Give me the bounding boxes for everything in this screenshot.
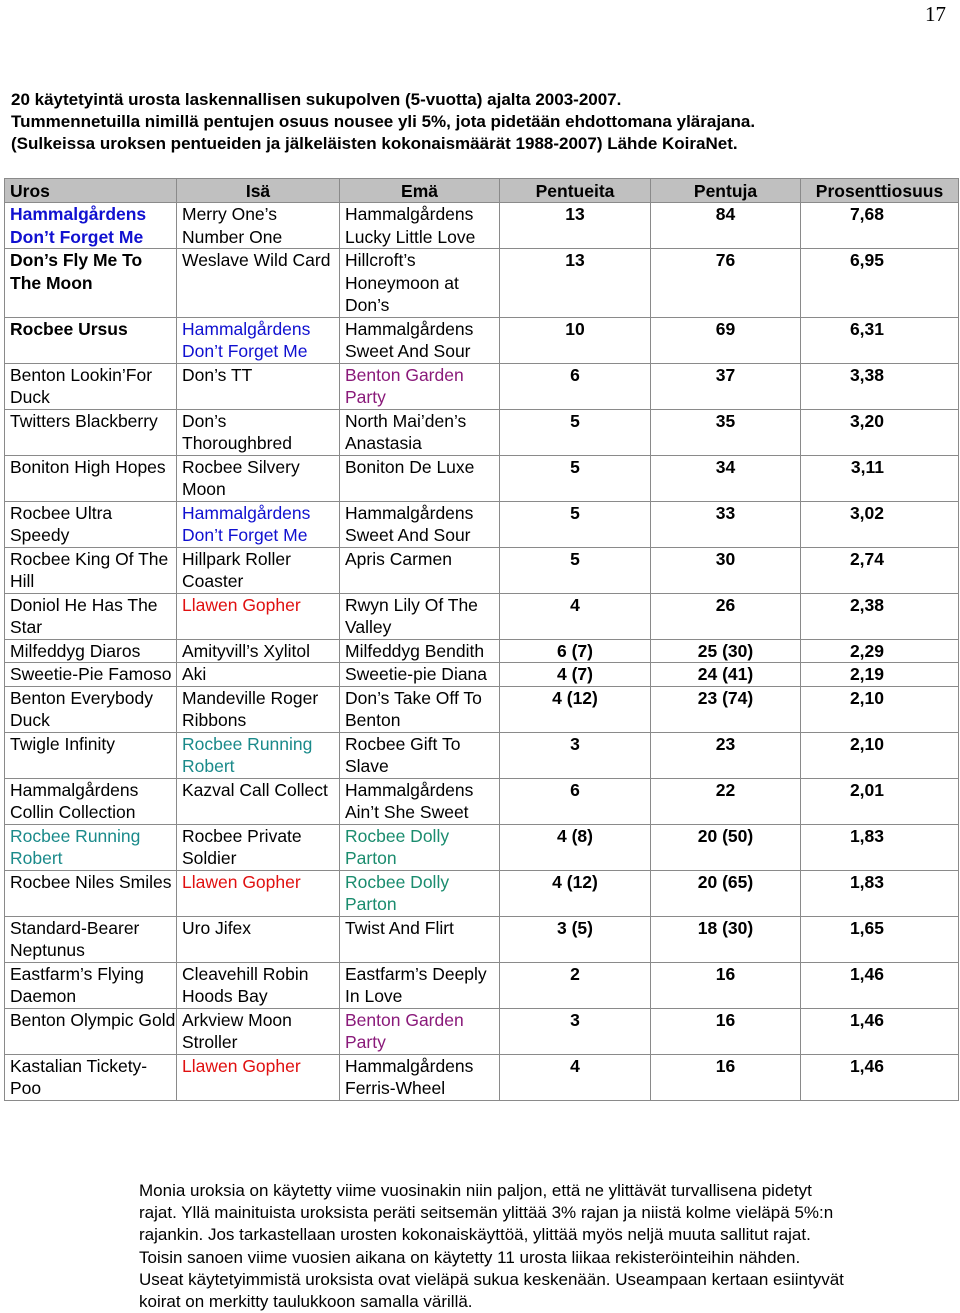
header-pentueita: Pentueita [500, 179, 651, 203]
cell-isa: Rocbee Private Soldier [177, 824, 340, 870]
cell-prosentti: 6,31 [801, 317, 959, 363]
cell-pentueita: 3 [500, 732, 651, 778]
cell-pentueita: 4 (12) [500, 870, 651, 916]
cell-uros: Milfeddyg Diaros [5, 639, 177, 663]
cell-isa: Rocbee Running Robert [177, 732, 340, 778]
cell-ema: Benton Garden Party [340, 363, 500, 409]
table-row [5, 409, 959, 455]
intro-text [11, 89, 951, 155]
cell-ema: Boniton De Luxe [340, 455, 500, 501]
table-row [5, 686, 959, 732]
cell-pentueita: 5 [500, 409, 651, 455]
cell-isa: Kazval Call Collect [177, 778, 340, 824]
cell-pentuja: 26 [651, 593, 801, 639]
cell-ema: Don’s Take Off To Benton [340, 686, 500, 732]
cell-pentuja: 16 [651, 962, 801, 1008]
cell-prosentti: 2,74 [801, 547, 959, 593]
cell-ema: Hammalgårdens Lucky Little Love [340, 203, 500, 249]
sires-table [4, 178, 959, 1101]
table-row [5, 778, 959, 824]
table-row [5, 501, 959, 547]
cell-uros: Hammalgårdens Don’t Forget Me [5, 203, 177, 249]
cell-pentueita: 3 (5) [500, 916, 651, 962]
cell-isa: Cleavehill Robin Hoods Bay [177, 962, 340, 1008]
cell-uros: Twigle Infinity [5, 732, 177, 778]
footer-line-4: Toisin sanoen viime vuosien aikana on käytetty 11 urosta liikaa rekisteröinteihin nähden. [139, 1247, 801, 1267]
table-row [5, 870, 959, 916]
cell-prosentti: 2,01 [801, 778, 959, 824]
table-header-row [5, 179, 959, 203]
cell-pentueita: 4 (8) [500, 824, 651, 870]
cell-pentuja: 24 (41) [651, 663, 801, 687]
cell-pentuja: 76 [651, 249, 801, 318]
table-row [5, 203, 959, 249]
cell-ema: Rocbee Dolly Parton [340, 870, 500, 916]
header-prosenttiosuus: Prosenttiosuus [801, 179, 959, 203]
cell-ema: Benton Garden Party [340, 1008, 500, 1054]
table-row [5, 317, 959, 363]
cell-prosentti: 1,65 [801, 916, 959, 962]
footer-text [139, 1180, 949, 1313]
table-row [5, 455, 959, 501]
cell-isa: Llawen Gopher [177, 593, 340, 639]
cell-pentuja: 35 [651, 409, 801, 455]
cell-uros: Rocbee Ultra Speedy [5, 501, 177, 547]
cell-ema: Rocbee Dolly Parton [340, 824, 500, 870]
table-row [5, 363, 959, 409]
cell-isa: Hillpark Roller Coaster [177, 547, 340, 593]
cell-uros: Rocbee Running Robert [5, 824, 177, 870]
cell-prosentti: 2,19 [801, 663, 959, 687]
cell-pentuja: 37 [651, 363, 801, 409]
cell-pentueita: 3 [500, 1008, 651, 1054]
cell-prosentti: 1,83 [801, 824, 959, 870]
cell-prosentti: 2,38 [801, 593, 959, 639]
footer-line-3: rajankin. Jos tarkastellaan urosten kokonaiskäyttöä, ylittää myös neljä muuta sallitut rajat. [139, 1225, 811, 1245]
cell-uros: Benton Lookin’For Duck [5, 363, 177, 409]
header-isa: Isä [177, 179, 340, 203]
cell-uros: Twitters Blackberry [5, 409, 177, 455]
cell-pentuja: 16 [651, 1054, 801, 1100]
cell-pentueita: 4 (7) [500, 663, 651, 687]
cell-pentueita: 2 [500, 962, 651, 1008]
cell-isa: Don’s Thoroughbred [177, 409, 340, 455]
cell-ema: Apris Carmen [340, 547, 500, 593]
table-row [5, 1008, 959, 1054]
cell-uros: Rocbee King Of The Hill [5, 547, 177, 593]
cell-pentuja: 34 [651, 455, 801, 501]
cell-ema: Rwyn Lily Of The Valley [340, 593, 500, 639]
cell-pentuja: 20 (50) [651, 824, 801, 870]
cell-prosentti: 3,38 [801, 363, 959, 409]
cell-prosentti: 3,02 [801, 501, 959, 547]
cell-ema: Rocbee Gift To Slave [340, 732, 500, 778]
page-number: 17 [925, 2, 946, 26]
cell-pentueita: 10 [500, 317, 651, 363]
cell-uros: Kastalian Tickety-Poo [5, 1054, 177, 1100]
cell-prosentti: 1,83 [801, 870, 959, 916]
cell-uros: Don’s Fly Me To The Moon [5, 249, 177, 318]
cell-ema: Hammalgårdens Ain’t She Sweet [340, 778, 500, 824]
cell-isa: Rocbee Silvery Moon [177, 455, 340, 501]
cell-prosentti: 2,29 [801, 639, 959, 663]
cell-pentueita: 4 [500, 593, 651, 639]
cell-pentueita: 6 (7) [500, 639, 651, 663]
cell-pentueita: 6 [500, 363, 651, 409]
cell-uros: Doniol He Has The Star [5, 593, 177, 639]
cell-pentuja: 20 (65) [651, 870, 801, 916]
cell-pentueita: 6 [500, 778, 651, 824]
cell-ema: Milfeddyg Bendith [340, 639, 500, 663]
cell-pentuja: 22 [651, 778, 801, 824]
table-row [5, 1054, 959, 1100]
cell-ema: Hillcroft’s Honeymoon at Don’s [340, 249, 500, 318]
cell-uros: Eastfarm’s Flying Daemon [5, 962, 177, 1008]
cell-prosentti: 1,46 [801, 1008, 959, 1054]
cell-pentueita: 13 [500, 249, 651, 318]
cell-ema: Hammalgårdens Sweet And Sour [340, 317, 500, 363]
intro-line-3: (Sulkeissa uroksen pentueiden ja jälkeläisten kokonaismäärät 1988-2007) Lähde KoiraNet. [11, 134, 738, 153]
cell-pentueita: 5 [500, 455, 651, 501]
intro-line-1: 20 käytetyintä urosta laskennallisen sukupolven (5-vuotta) ajalta 2003-2007. [11, 90, 622, 109]
cell-pentueita: 4 [500, 1054, 651, 1100]
cell-prosentti: 3,11 [801, 455, 959, 501]
cell-pentueita: 5 [500, 501, 651, 547]
cell-isa: Llawen Gopher [177, 870, 340, 916]
cell-uros: Rocbee Niles Smiles [5, 870, 177, 916]
cell-isa: Llawen Gopher [177, 1054, 340, 1100]
table-row [5, 732, 959, 778]
cell-pentuja: 16 [651, 1008, 801, 1054]
cell-uros: Rocbee Ursus [5, 317, 177, 363]
header-uros: Uros [5, 179, 177, 203]
cell-ema: Eastfarm’s Deeply In Love [340, 962, 500, 1008]
cell-ema: North Mai’den’s Anastasia [340, 409, 500, 455]
footer-line-1: Monia uroksia on käytetty viime vuosinakin niin paljon, että ne ylittävät turvallisena pidetyt [139, 1181, 812, 1200]
table-row [5, 593, 959, 639]
cell-ema: Hammalgårdens Sweet And Sour [340, 501, 500, 547]
cell-pentueita: 5 [500, 547, 651, 593]
table-row [5, 547, 959, 593]
cell-isa: Weslave Wild Card [177, 249, 340, 318]
cell-prosentti: 7,68 [801, 203, 959, 249]
table-row [5, 962, 959, 1008]
cell-isa: Arkview Moon Stroller [177, 1008, 340, 1054]
cell-uros: Boniton High Hopes [5, 455, 177, 501]
cell-isa: Merry One’s Number One [177, 203, 340, 249]
cell-prosentti: 1,46 [801, 962, 959, 1008]
cell-uros: Benton Everybody Duck [5, 686, 177, 732]
cell-ema: Hammalgårdens Ferris-Wheel [340, 1054, 500, 1100]
cell-prosentti: 2,10 [801, 732, 959, 778]
footer-line-5: Useat käytetyimmistä uroksista ovat vieläpä sukua keskenään. Useampaan kertaan esiintyvät [139, 1269, 844, 1289]
cell-pentuja: 23 [651, 732, 801, 778]
footer-line-2: rajat. Yllä mainituista uroksista peräti seitsemän ylittää 3% rajan ja niistä kolme vieläpä 5%:n [139, 1203, 834, 1223]
table-row [5, 824, 959, 870]
intro-line-2: Tummennetuilla nimillä pentujen osuus nousee yli 5%, jota pidetään ehdottomana ylärajana. [11, 112, 756, 131]
cell-prosentti: 2,10 [801, 686, 959, 732]
cell-isa: Don’s TT [177, 363, 340, 409]
cell-isa: Hammalgårdens Don’t Forget Me [177, 501, 340, 547]
cell-prosentti: 6,95 [801, 249, 959, 318]
table-row [5, 639, 959, 663]
cell-pentueita: 4 (12) [500, 686, 651, 732]
cell-prosentti: 1,46 [801, 1054, 959, 1100]
cell-pentuja: 18 (30) [651, 916, 801, 962]
cell-ema: Twist And Flirt [340, 916, 500, 962]
table-row [5, 916, 959, 962]
cell-pentuja: 25 (30) [651, 639, 801, 663]
table-row [5, 663, 959, 687]
cell-uros: Sweetie-Pie Famoso [5, 663, 177, 687]
cell-isa: Mandeville Roger Ribbons [177, 686, 340, 732]
cell-prosentti: 3,20 [801, 409, 959, 455]
cell-pentuja: 23 (74) [651, 686, 801, 732]
cell-pentuja: 69 [651, 317, 801, 363]
cell-isa: Uro Jifex [177, 916, 340, 962]
header-ema: Emä [340, 179, 500, 203]
cell-pentuja: 84 [651, 203, 801, 249]
cell-pentueita: 13 [500, 203, 651, 249]
cell-pentuja: 33 [651, 501, 801, 547]
cell-isa: Aki [177, 663, 340, 687]
header-pentuja: Pentuja [651, 179, 801, 203]
table-row [5, 249, 959, 318]
cell-isa: Amityvill’s Xylitol [177, 639, 340, 663]
cell-uros: Benton Olympic Gold [5, 1008, 177, 1054]
cell-isa: Hammalgårdens Don’t Forget Me [177, 317, 340, 363]
cell-pentuja: 30 [651, 547, 801, 593]
footer-line-6: koirat on merkitty taulukkoon samalla värillä. [139, 1292, 473, 1312]
cell-uros: Standard-Bearer Neptunus [5, 916, 177, 962]
cell-uros: Hammalgårdens Collin Collection [5, 778, 177, 824]
cell-ema: Sweetie-pie Diana [340, 663, 500, 687]
